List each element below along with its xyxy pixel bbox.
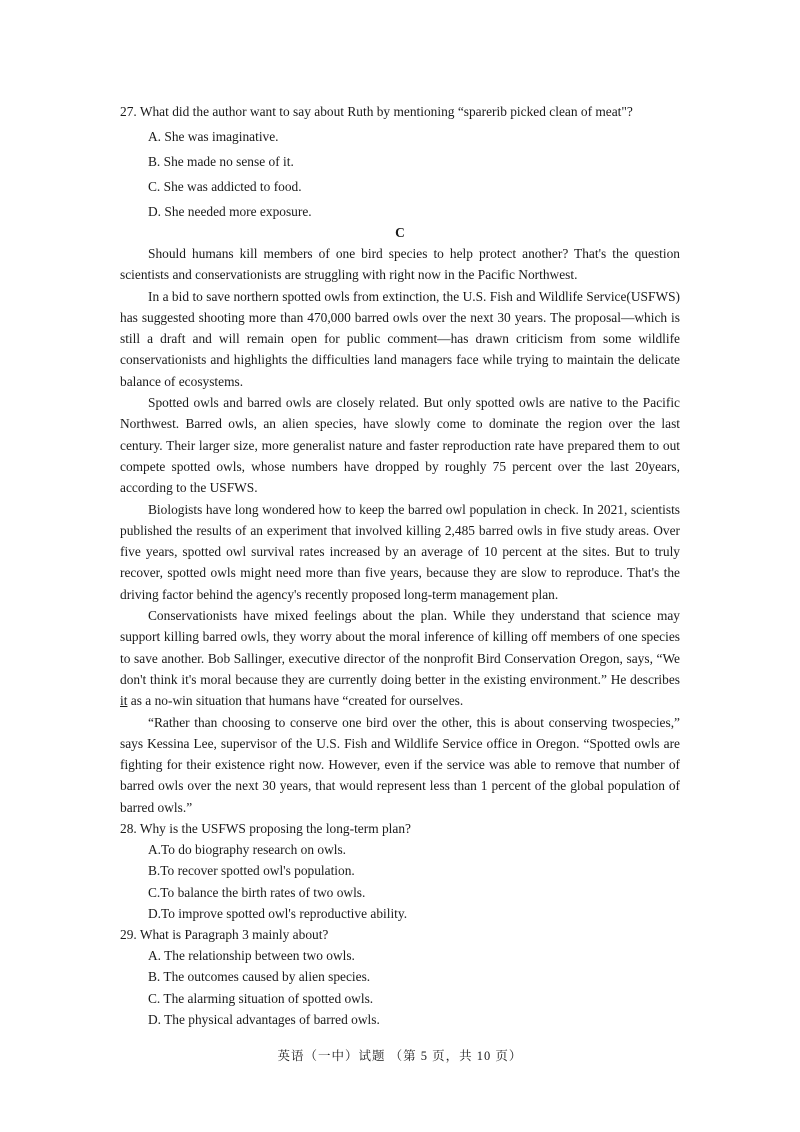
option-c: C.To balance the birth rates of two owls. bbox=[148, 884, 366, 900]
option-b: B.To recover spotted owl's population. bbox=[148, 863, 355, 879]
paragraph-5-before: Conservationists have mixed feelings about the plan. While they understand that science may support killing barred owls, they worry about the moral inference of killing off members of one species to save another. Bob Sallinger, executive director of the nonprofit Bird Conservation Oregon, says, “We don't think it's moral because they are currently doing better in the existing environment.” He describes bbox=[120, 608, 680, 687]
option-d: D. The physical advantages of barred owls. bbox=[148, 1011, 380, 1027]
option-a: A.To do biography research on owls. bbox=[148, 842, 347, 858]
paragraph-5-after: as a no-win situation that humans have “created for ourselves. bbox=[127, 693, 464, 709]
question-stem: 29. What is Paragraph 3 mainly about? bbox=[120, 927, 329, 943]
underlined-word: it bbox=[120, 693, 128, 709]
option-c: C. She was addicted to food. bbox=[148, 179, 302, 194]
paragraph-5 bbox=[120, 605, 680, 711]
option-b: B. She made no sense of it. bbox=[148, 154, 294, 169]
option-d: D. She needed more exposure. bbox=[148, 204, 312, 219]
paragraph-4: Biologists have long wondered how to keep the barred owl population in check. In 2021, scientists published the results of an experiment that involved killing 2,485 barred owls in five study areas. Over five years, spotted owl survival rates increased by an average of 10 percent at the sites. But to truly recover, spotted owls might need more than five years, because they are slow to reproduce. That's the driving factor behind the agency's recently proposed long-term management plan. bbox=[120, 501, 680, 602]
section-heading: C bbox=[395, 225, 405, 240]
option-b: B. The outcomes caused by alien species. bbox=[148, 969, 371, 985]
passage bbox=[120, 243, 680, 818]
option-a: A. She was imaginative. bbox=[148, 129, 279, 144]
paragraph-3: Spotted owls and barred owls are closely related. But only spotted owls are native to the Pacific Northwest. Barred owls, an alien species, have slowly come to dominate the region over the last century. Their larger size, more generalist nature and faster reproduction rate have prepared them to out compete spotted owls, whose numbers have dropped by roughly 75 percent over the last 20years, according to the USFWS. bbox=[120, 395, 680, 496]
option-d: D.To improve spotted owl's reproductive ability. bbox=[148, 905, 408, 921]
question-stem: 28. Why is the USFWS proposing the long-term plan? bbox=[120, 821, 411, 837]
exam-page bbox=[120, 99, 680, 1030]
question-stem: 27. What did the author want to say about Ruth by mentioning “sparerib picked clean of meat"? bbox=[120, 104, 633, 119]
question-28 bbox=[120, 818, 680, 924]
option-c: C. The alarming situation of spotted owls. bbox=[148, 990, 374, 1006]
question-29 bbox=[120, 924, 680, 1030]
paragraph-6: “Rather than choosing to conserve one bird over the other, this is about conserving twospecies,” says Kessina Lee, supervisor of the U.S. Fish and Wildlife Service office in Oregon. “Spotted owls are fighting for their existence right now. However, even if the service was able to remove that number of barred owls over the next 30 years, that would represent less than 1 percent of the global population of barred owls.” bbox=[120, 714, 680, 815]
page-footer: 英语（一中）试题 （第 5 页，共 10 页） bbox=[277, 1049, 523, 1063]
question-27 bbox=[120, 99, 680, 224]
paragraph-1: Should humans kill members of one bird species to help protect another? That's the question scientists and conservationists are struggling with right now in the Pacific Northwest. bbox=[120, 246, 680, 283]
paragraph-2: In a bid to save northern spotted owls from extinction, the U.S. Fish and Wildlife Service(USFWS) has suggested shooting more than 470,000 barred owls over the next 30 years. The proposal—which is still a draft and will remain open for public comment—has drawn criticism from some wildlife conservationists and highlights the difficulties land managers face while trying to maintain the delicate balance of ecosystems. bbox=[120, 288, 680, 389]
option-a: A. The relationship between two owls. bbox=[148, 948, 355, 964]
